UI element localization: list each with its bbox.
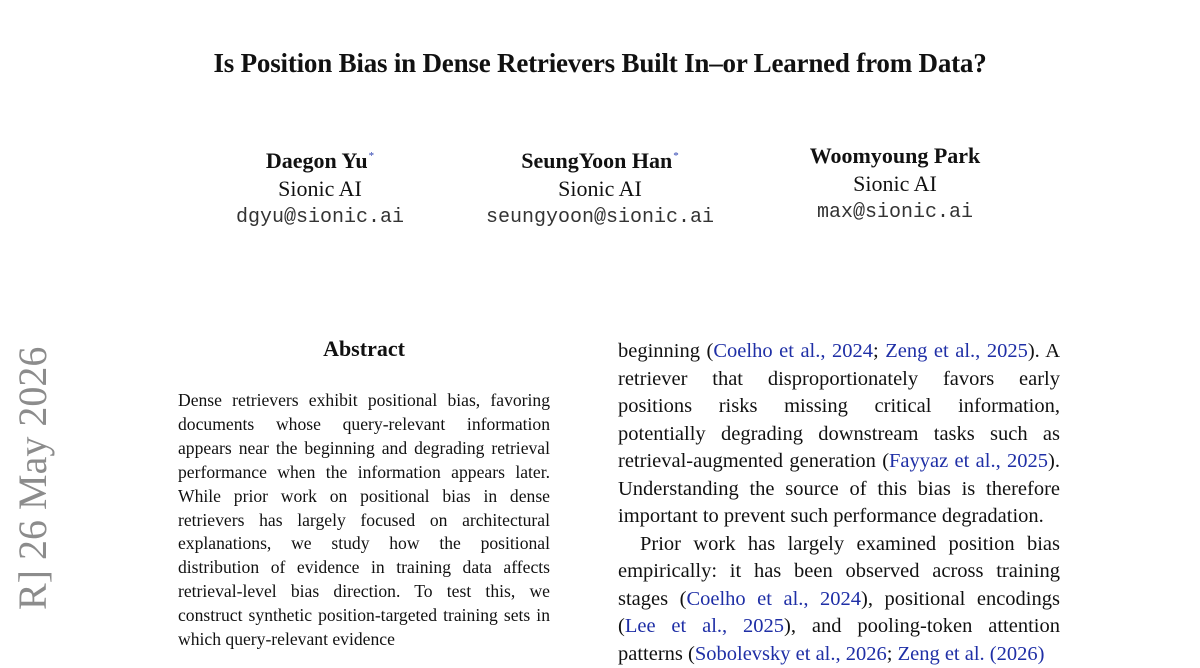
- author-1: [195, 142, 445, 233]
- intro-paragraph-1: beginning (Coelho et al., 2024; Zeng et al., 2025). A retriever that disproportionately favors early positions risks missing critical information, potentially degrading downstream tasks such as retrieval-augmented generation (Fayyaz et al., 2025). Understanding the source of this bias is therefore important to prevent such performance degradation.: [618, 338, 1060, 531]
- arxiv-stamp: R] 26 May 2026: [8, 270, 58, 610]
- author-affiliation: Sionic AI: [775, 170, 1015, 198]
- author-name: Woomyoung Park: [775, 142, 1015, 170]
- intro-column: [618, 338, 1060, 668]
- author-affiliation: Sionic AI: [195, 175, 445, 203]
- author-email: seungyoon@sionic.ai: [460, 203, 740, 233]
- author-name: Daegon Yu*: [195, 142, 445, 175]
- abstract-text: Dense retrievers exhibit positional bias, favoring documents whose query-relevant information appears near the beginning and degrading retrieval performance when the information appears later. While prior work on positional bias in dense retrievers has largely focused on architectural explanations, we study how the positional distribution of evidence in training data affects retrieval-level bias direction. To test this, we construct synthetic position-targeted training sets in which query-relevant evidence: [178, 389, 550, 652]
- author-2: [460, 142, 740, 233]
- citation-link[interactable]: Lee et al., 2025: [625, 615, 784, 637]
- author-email: max@sionic.ai: [775, 198, 1015, 228]
- paper-title: Is Position Bias in Dense Retrievers Built In–or Learned from Data?: [0, 48, 1200, 79]
- citation-link[interactable]: Fayyaz et al., 2025: [889, 450, 1048, 472]
- author-3: [775, 142, 1015, 228]
- citation-link[interactable]: Coelho et al., 2024: [713, 340, 873, 362]
- intro-paragraph-2: Prior work has largely examined position bias empirically: it has been observed across training stages (Coelho et al., 2024), positional encodings (Lee et al., 2025), and pooling-token attention patterns (Sobolevsky et al., 2026; Zeng et al. (2026): [618, 531, 1060, 668]
- citation-link[interactable]: Zeng et al. (2026): [898, 643, 1045, 665]
- citation-link[interactable]: Sobolevsky et al., 2026: [695, 643, 887, 665]
- equal-contribution-mark[interactable]: *: [369, 150, 375, 162]
- author-email: dgyu@sionic.ai: [195, 203, 445, 233]
- abstract-heading: Abstract: [178, 336, 550, 362]
- citation-link[interactable]: Coelho et al., 2024: [686, 588, 861, 610]
- author-affiliation: Sionic AI: [460, 175, 740, 203]
- citation-link[interactable]: Zeng et al., 2025: [885, 340, 1028, 362]
- equal-contribution-mark[interactable]: *: [673, 150, 679, 162]
- author-name: SeungYoon Han*: [460, 142, 740, 175]
